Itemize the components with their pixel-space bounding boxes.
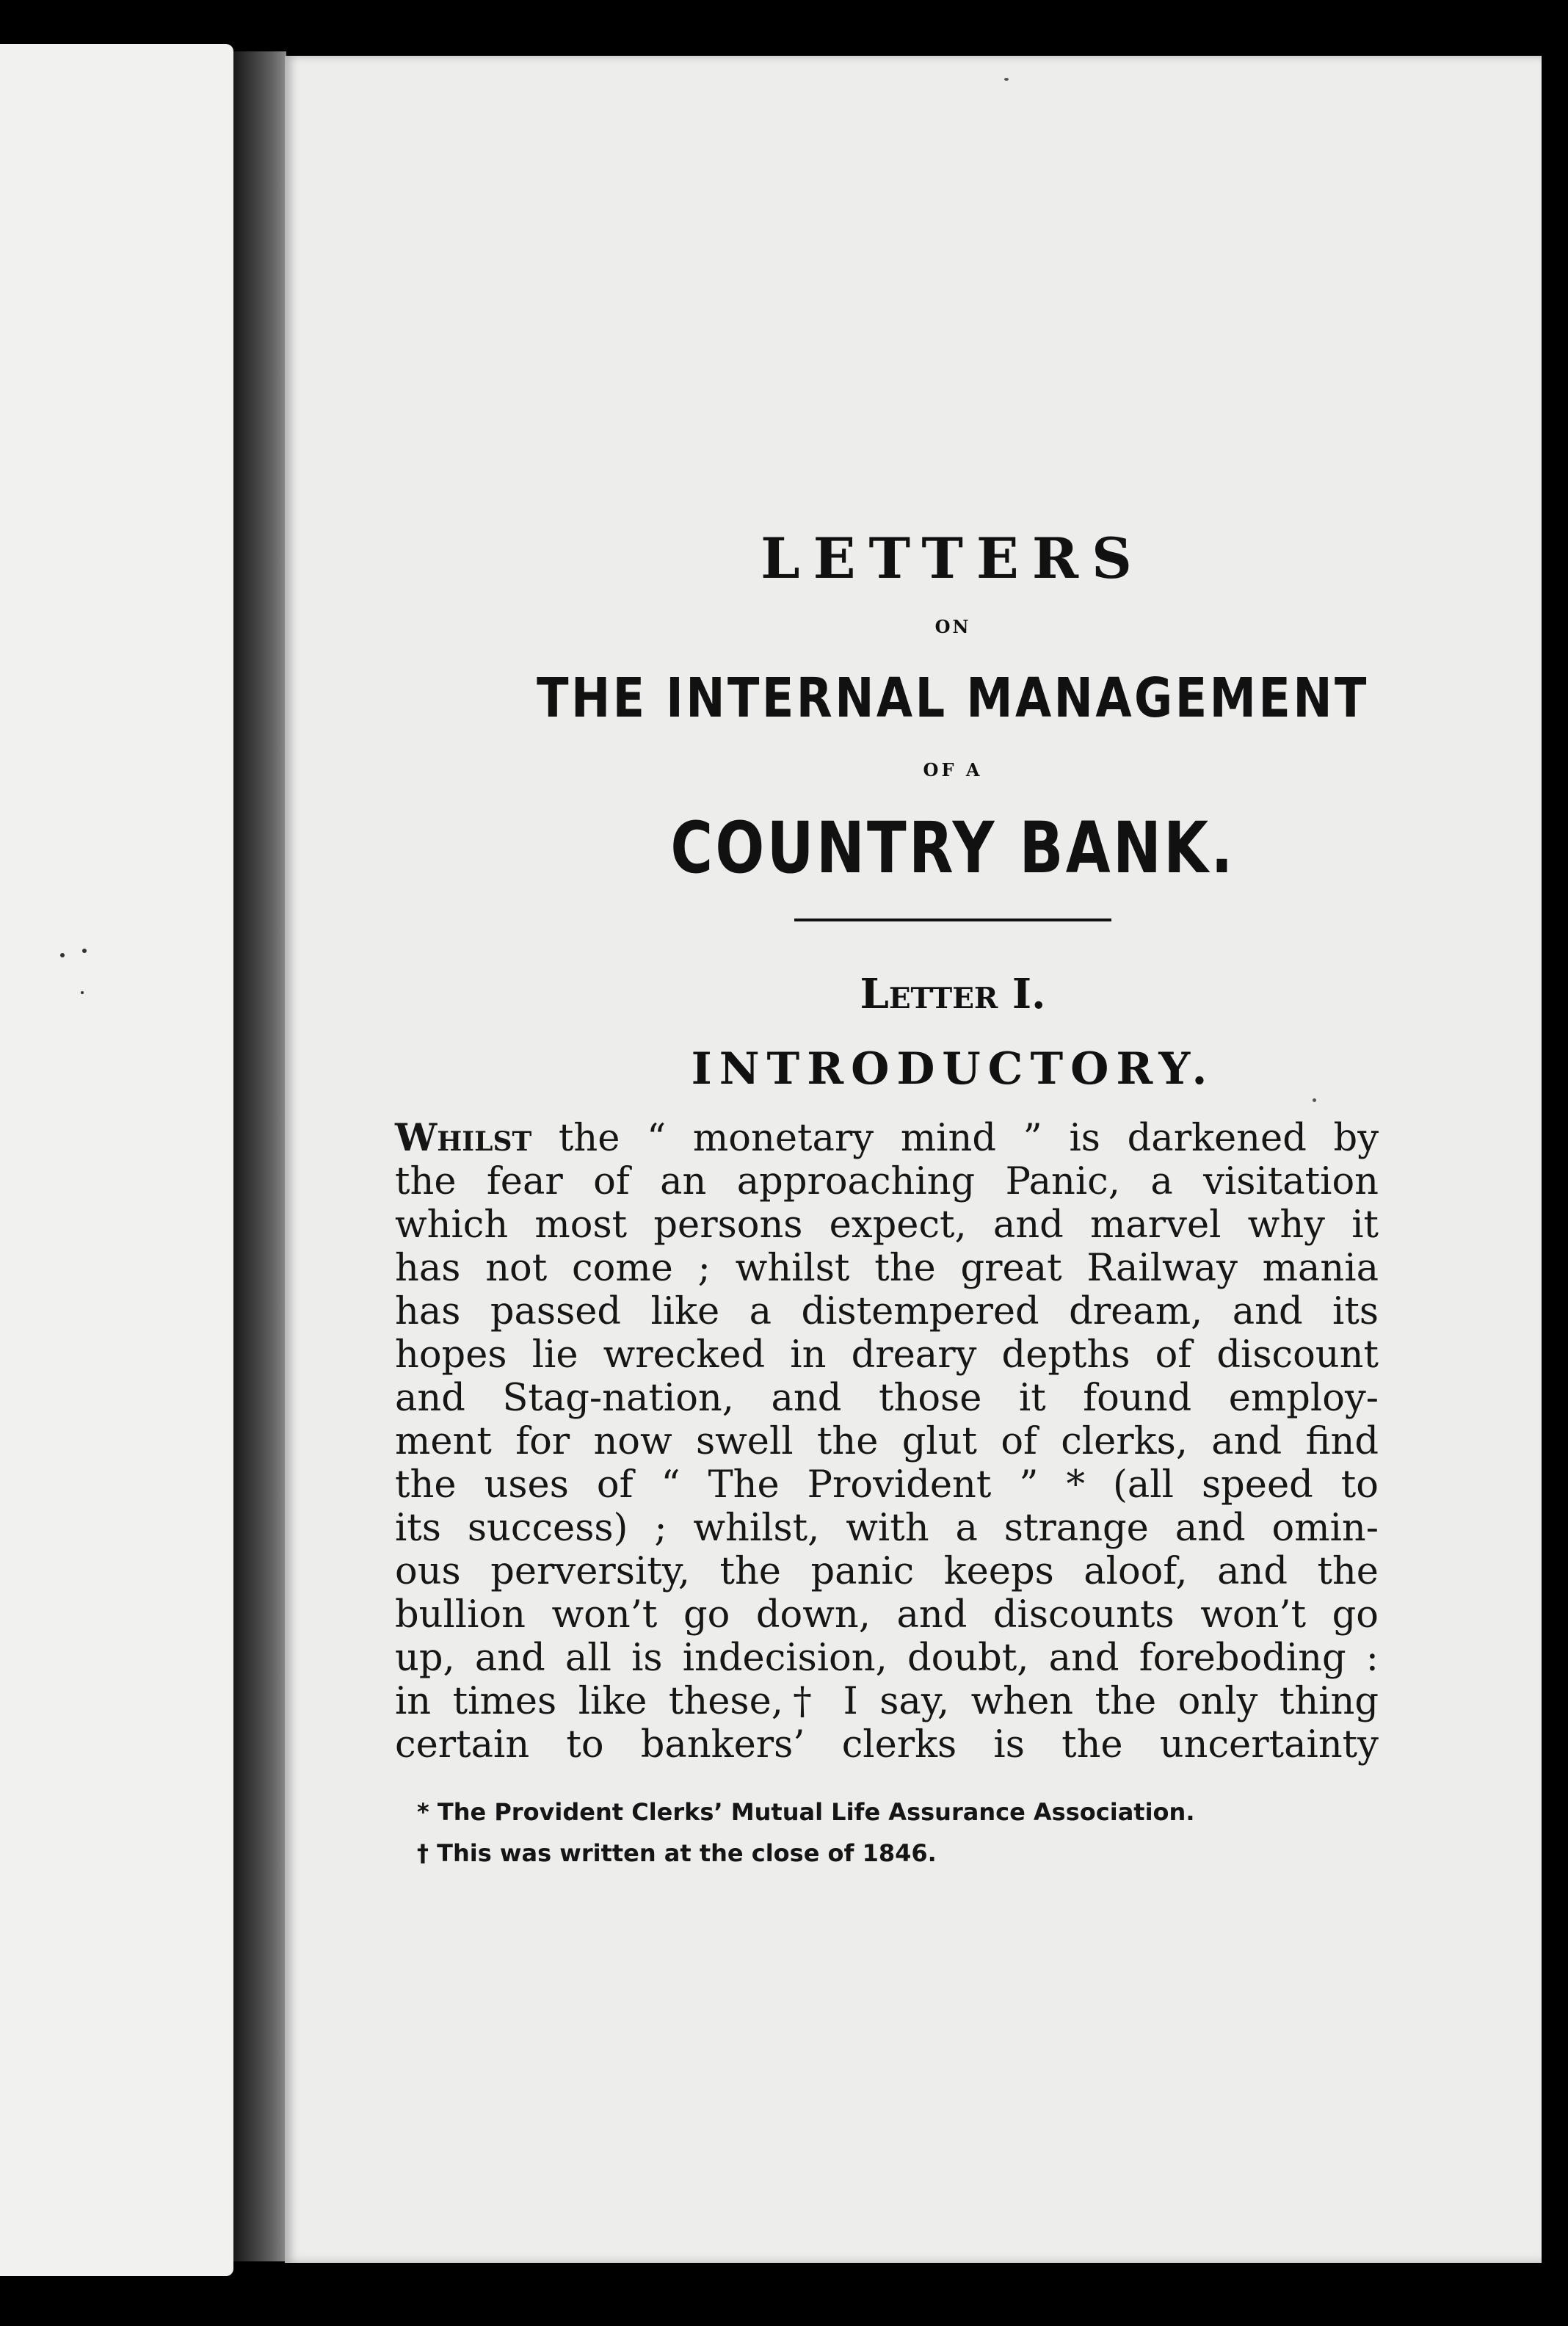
page-speck xyxy=(60,953,65,957)
title-on: ON xyxy=(934,616,971,637)
footnote-date: † This was written at the close of 1846. xyxy=(417,1839,937,1867)
body-paragraph xyxy=(373,1117,1379,1767)
footnote-provident: * The Provident Clerks’ Mutual Life Assurance Association. xyxy=(417,1798,1195,1826)
body-line: the uses of “ The Provident ” * (all speed to xyxy=(395,1463,1379,1507)
body-line xyxy=(395,1117,1379,1160)
page-speck xyxy=(1004,78,1009,81)
page-speck xyxy=(82,949,87,953)
book-gutter xyxy=(233,51,286,2261)
body-line: has not come ; whilst the great Railway mania xyxy=(395,1247,1379,1290)
letter-number: Letter I. xyxy=(860,970,1046,1018)
page-speck xyxy=(81,991,84,994)
lead-word: Whilst xyxy=(395,1116,532,1160)
body-line: its success) ; whilst, with a strange and omin- xyxy=(395,1507,1379,1550)
page-content xyxy=(373,474,1533,1874)
title-subject: THE INTERNAL MANAGEMENT xyxy=(537,667,1369,730)
body-line: certain to bankers’ clerks is the uncertainty xyxy=(395,1723,1379,1767)
page-speck xyxy=(1313,1098,1316,1102)
body-line: ment for now swell the glut of clerks, and find xyxy=(395,1420,1379,1463)
facing-blank-page xyxy=(0,44,233,2276)
body-line: the fear of an approaching Panic, a visitation xyxy=(395,1160,1379,1203)
footnotes xyxy=(373,1791,1533,1874)
title-of-a: OF A xyxy=(923,759,983,780)
body-line: hopes lie wrecked in dreary depths of discount xyxy=(395,1333,1379,1377)
title-rule xyxy=(794,919,1111,921)
title-letters: LETTERS xyxy=(761,526,1145,591)
body-line: has passed like a distempered dream, and its xyxy=(395,1290,1379,1333)
title-country-bank: COUNTRY BANK. xyxy=(670,807,1235,889)
body-line: up, and all is indecision, doubt, and foreboding : xyxy=(395,1637,1379,1680)
body-line: in times like these,† I say, when the only thing xyxy=(395,1680,1379,1723)
body-line: which most persons expect, and marvel why it xyxy=(395,1203,1379,1247)
body-line: ous perversity, the panic keeps aloof, and the xyxy=(395,1550,1379,1593)
body-line-text: the “ monetary mind ” is darkened by xyxy=(531,1117,1379,1160)
book-page xyxy=(285,56,1542,2263)
chapter-title: INTRODUCTORY. xyxy=(691,1043,1215,1095)
body-line: bullion won’t go down, and discounts won’t go xyxy=(395,1593,1379,1637)
body-line: and Stag-nation, and those it found employ- xyxy=(395,1377,1379,1420)
